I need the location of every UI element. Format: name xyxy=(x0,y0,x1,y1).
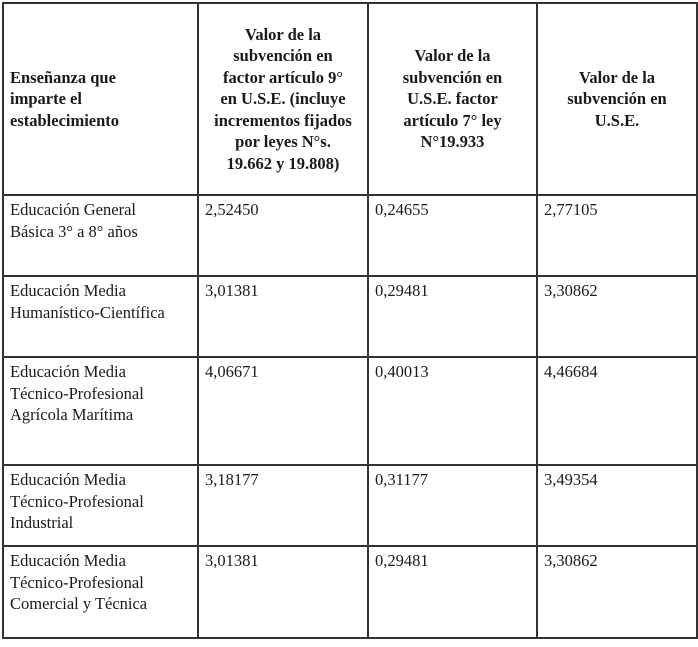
cell-art9 xyxy=(198,357,368,465)
ensenanza-text: Educación Media Técnico-Profesional Comercial y Técnica xyxy=(10,551,148,613)
ensenanza-text: Educación Media Técnico-Profesional Agrícola Marítima xyxy=(10,362,144,424)
cell-ensenanza xyxy=(3,276,198,357)
cell-art7 xyxy=(368,465,537,546)
cell-total xyxy=(537,546,697,638)
total-value: 2,77105 xyxy=(544,200,598,219)
total-value: 3,30862 xyxy=(544,551,598,570)
art7-value: 0,24655 xyxy=(375,200,429,219)
cell-total xyxy=(537,195,697,276)
art7-value: 0,29481 xyxy=(375,551,429,570)
total-value: 4,46684 xyxy=(544,362,598,381)
cell-art9 xyxy=(198,465,368,546)
cell-art7 xyxy=(368,357,537,465)
header-row xyxy=(3,3,697,195)
table-row xyxy=(3,195,697,276)
cell-art7 xyxy=(368,546,537,638)
cell-art9 xyxy=(198,195,368,276)
total-value: 3,30862 xyxy=(544,281,598,300)
art9-value: 3,18177 xyxy=(205,470,259,489)
table-row xyxy=(3,546,697,638)
header-ensenanza xyxy=(3,3,198,195)
subvencion-table xyxy=(2,2,698,639)
art7-value: 0,40013 xyxy=(375,362,429,381)
cell-art9 xyxy=(198,276,368,357)
cell-art9 xyxy=(198,546,368,638)
art9-value: 2,52450 xyxy=(205,200,259,219)
header-total-text: Valor de la subvención en U.S.E. xyxy=(567,67,667,130)
header-art9 xyxy=(198,3,368,195)
cell-total xyxy=(537,357,697,465)
cell-ensenanza xyxy=(3,357,198,465)
header-art7 xyxy=(368,3,537,195)
cell-total xyxy=(537,465,697,546)
header-art7-text: Valor de la subvención en U.S.E. factor artículo 7° ley N°19.933 xyxy=(402,46,503,152)
total-value: 3,49354 xyxy=(544,470,598,489)
art9-value: 4,06671 xyxy=(205,362,259,381)
art7-value: 0,31177 xyxy=(375,470,429,489)
art9-value: 3,01381 xyxy=(205,551,259,570)
cell-total xyxy=(537,276,697,357)
header-total xyxy=(537,3,697,195)
table-row xyxy=(3,465,697,546)
art7-value: 0,29481 xyxy=(375,281,429,300)
table-row xyxy=(3,357,697,465)
header-ensenanza-text: Enseñanza que imparte el establecimiento xyxy=(10,67,120,130)
cell-art7 xyxy=(368,195,537,276)
cell-ensenanza xyxy=(3,546,198,638)
cell-ensenanza xyxy=(3,465,198,546)
ensenanza-text: Educación Media Humanístico-Científica xyxy=(10,281,165,322)
art9-value: 3,01381 xyxy=(205,281,259,300)
header-art9-text: Valor de la subvención en factor artículo 9° en U.S.E. (incluye incrementos fijados por leyes N°s. 19.662 y 19.808) xyxy=(214,24,352,173)
table-row xyxy=(3,276,697,357)
cell-ensenanza xyxy=(3,195,198,276)
ensenanza-text: Educación General Básica 3° a 8° años xyxy=(10,200,138,241)
ensenanza-text: Educación Media Técnico-Profesional Industrial xyxy=(10,470,144,532)
cell-art7 xyxy=(368,276,537,357)
